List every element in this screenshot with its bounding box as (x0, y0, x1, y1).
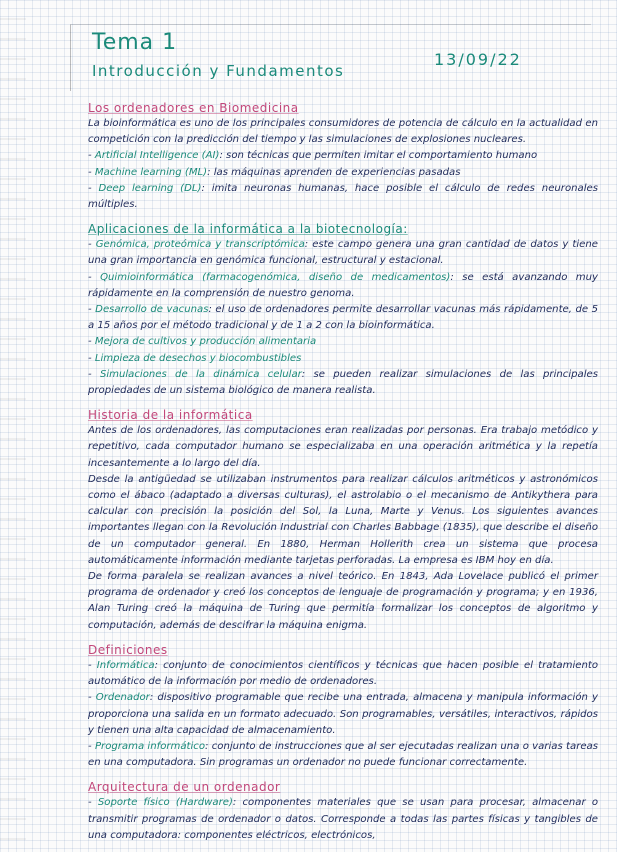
section-heading: Definiciones (88, 642, 168, 657)
section-heading: Aplicaciones de la informática a la biotecnología: (88, 222, 408, 237)
list-item: - Programa informático: conjunto de instrucciones que al ser ejecutadas realizan una o varias tareas en una computadora. Sin programas un ordenador no puede funcionar correctamente. (88, 740, 598, 769)
term: Desarrollo de vacunas (95, 304, 209, 316)
section-architecture (88, 779, 598, 844)
term: Genómica, proteómica y transcriptómica (95, 239, 305, 251)
bullet-list (88, 795, 598, 844)
bullet-list (88, 237, 598, 399)
list-item: - Simulaciones de la dinámica celular: se pueden realizar simulaciones de las principales propiedades de un sistema biológico de manera realista. (88, 368, 598, 397)
term-text: : se está avanzando muy rápidamente en la comprensión de nuestro genoma. (88, 271, 599, 299)
list-item: - Soporte físico (Hardware): componentes materiales que se usan para procesar, almacenar o transmitir programas de ordenador o datos. Corresponde a todas las partes físicas y tangibles de una computadora: componentes eléctricos, electrónicos, (88, 797, 598, 841)
term: Programa informático (94, 740, 206, 752)
section-biomedicine (88, 100, 598, 213)
section-heading: Historia de la informática (88, 408, 253, 423)
term: Informática (96, 659, 155, 671)
term: Soporte físico (Hardware) (97, 797, 233, 809)
list-item: - Artificial Intelligence (AI): son técnicas que permiten imitar el comportamiento humano (88, 150, 538, 162)
list-item: - Desarrollo de vacunas: el uso de ordenadores permite desarrollar vacunas más rápidamente, de 5 a 15 años por el método tradicional y de 1 a 2 con la bioinformática. (88, 304, 599, 332)
paragraph: Desde la antigüedad se utilizaban instrumentos para realizar cálculos aritméticos y astronómicos como el ábaco (adaptado a diversas culturas), el astrolabio o el mecanismo de Antikythera para calcular con precisión la posición del Sol, la Luna, Marte y Venus. Los siguientes avances importantes llegan con la Revolución Industrial con Charles Babbage (1835), que describe el diseño de un computador general. En 1880, Herman Hollerith crea un sistema que procesa automáticamente información mediante tarjetas perforadas. La empresa es IBM hoy en día. (88, 473, 598, 566)
paragraph: Antes de los ordenadores, las computaciones eran realizadas por personas. Era trabajo metódico y repetitivo, cada computador humano se especializaba en una operación aritmética y la repetía incesantemente a lo largo del día. (88, 425, 598, 469)
section-intro: La bioinformática es uno de los principales consumidores de potencia de cálculo en la actualidad en competición con la predicción del tiempo y las simulaciones de explosiones nucleares. (88, 118, 598, 146)
term-text: : imita neuronas humanas, hace posible el cálculo de redes neuronales múltiples. (88, 182, 598, 211)
term-text: : se pueden realizar simulaciones de las principales propiedades de un sistema biológico de manera realista. (88, 368, 598, 397)
list-item: - Quimioinformática (farmacogenómica, diseño de medicamentos): se está avanzando muy rápidamente en la comprensión de nuestro genoma. (88, 271, 599, 299)
list-item: - Limpieza de desechos y biocombustibles (88, 352, 302, 364)
page-subtitle: Introducción y Fundamentos (92, 62, 345, 80)
term-text: : las máquinas aprenden de experiencias pasadas (207, 166, 461, 178)
term: Artificial Intelligence (AI) (94, 150, 220, 162)
term: Mejora de cultivos y producción alimentaria (94, 336, 317, 348)
section-history (88, 407, 598, 634)
paragraph: De forma paralela se realizan avances a nivel teórico. En 1843, Ada Lovelace publicó el primer programa de ordenador y creó los conceptos de lenguaje de programación y programa; y en 1936, Alan Turing creó la máquina de Turing que permitía formalizar los conceptos de algoritmo y computación, además de descifrar la máquina enigma. (88, 571, 598, 631)
page-date: 13/09/22 (434, 50, 522, 69)
term-text: : componentes materiales que se usan para procesar, almacenar o transmitir programas de ordenador o datos. Corresponde a todas las partes físicas y tangibles de una computadora: componentes eléctricos, electrónicos, (88, 797, 598, 841)
term: Quimioinformática (farmacogenómica, diseño de medicamentos) (100, 271, 451, 283)
list-item: - Ordenador: dispositivo programable que recibe una entrada, almacena y manipula información y proporciona una salida en un formato adecuado. Son programables, versátiles, interactivos, rápidos y tienen una alta capacidad de almacenamiento. (88, 692, 598, 736)
bullet-list (88, 148, 598, 213)
section-applications (88, 221, 598, 399)
bullet-list (88, 658, 598, 771)
term: Limpieza de desechos y biocombustibles (94, 352, 302, 364)
term-text: : conjunto de conocimientos científicos y técnicas que hacen posible el tratamiento automático de la información por medio de ordenadores. (88, 659, 598, 688)
list-item: - Machine learning (ML): las máquinas aprenden de experiencias pasadas (88, 166, 461, 178)
term-text: : son técnicas que permiten imitar el comportamiento humano (219, 150, 538, 162)
term-text: : este campo genera una gran cantidad de datos y tiene una gran importancia en genómica funcional, estructural y estacional. (88, 239, 598, 267)
term: Simulaciones de la dinámica celular (99, 368, 302, 380)
list-item: - Mejora de cultivos y producción alimentaria (88, 336, 317, 348)
term-text: : conjunto de instrucciones que al ser ejecutadas realizan una o varias tareas en una computadora. Sin programas un ordenador no puede funcionar correctamente. (88, 740, 598, 769)
list-item: - Deep learning (DL): imita neuronas humanas, hace posible el cálculo de redes neuronales múltiples. (88, 182, 598, 211)
list-item: - Informática: conjunto de conocimientos científicos y técnicas que hacen posible el tratamiento automático de la información por medio de ordenadores. (88, 659, 598, 688)
term-text: : el uso de ordenadores permite desarrollar vacunas más rápidamente, de 5 a 15 años por el método tradicional y de 1 a 2 con la bioinformática. (88, 304, 599, 332)
term: Deep learning (DL) (98, 182, 202, 194)
notebook-margin (0, 0, 26, 848)
term-text: : dispositivo programable que recibe una entrada, almacena y manipula información y proporciona una salida en un formato adecuado. Son programables, versátiles, interactivos, rápidos y tienen una alta capacidad de almacenamiento. (88, 692, 598, 736)
section-heading: Arquitectura de un ordenador (88, 780, 281, 795)
list-item: - Genómica, proteómica y transcriptómica: este campo genera una gran cantidad de datos y tiene una gran importancia en genómica funcional, estructural y estacional. (88, 239, 598, 267)
section-heading: Los ordenadores en Biomedicina (88, 101, 299, 115)
page-title: Tema 1 (92, 30, 178, 55)
section-definitions (88, 642, 598, 771)
notes-content (88, 100, 598, 852)
term: Machine learning (ML) (94, 166, 208, 178)
term: Ordenador (95, 692, 150, 704)
